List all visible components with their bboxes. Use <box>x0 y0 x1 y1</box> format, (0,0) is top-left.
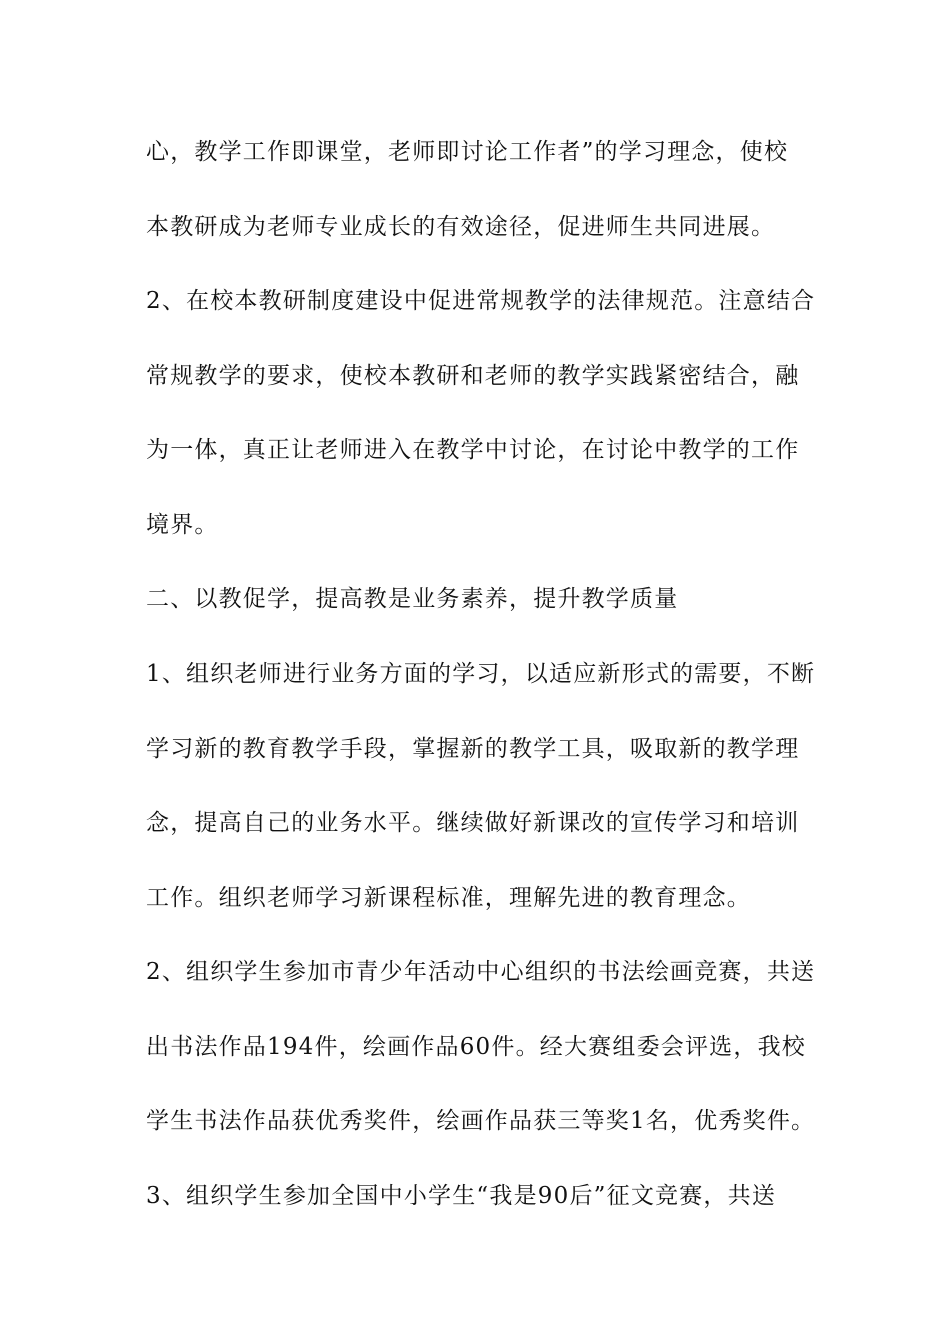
text-line: 常规教学的要求，使校本教研和老师的教学实践紧密结合，融 <box>146 363 800 389</box>
text-line: 1、组织老师进行业务方面的学习，以适应新形式的需要，不断 <box>146 661 816 687</box>
text-line: 2、组织学生参加市青少年活动中心组织的书法绘画竞赛，共送 <box>146 959 816 985</box>
text-line: 心，教学工作即课堂，老师即讨论工作者”的学习理念，使校 <box>146 139 789 165</box>
text-line: 学习新的教育教学手段，掌握新的教学工具，吸取新的教学理 <box>146 736 800 762</box>
text-line: 境界。 <box>146 512 219 538</box>
text-line: 3、组织学生参加全国中小学生“我是90后”征文竞赛，共送 <box>146 1183 777 1209</box>
text-line: 工作。组织老师学习新课程标准，理解先进的教育理念。 <box>146 885 751 911</box>
text-line: 本教研成为老师专业成长的有效途径，促进师生共同进展。 <box>146 214 776 240</box>
section-heading: 二、以教促学，提高教是业务素养，提升教学质量 <box>146 586 679 612</box>
text-line: 为一体，真正让老师进入在教学中讨论，在讨论中教学的工作 <box>146 437 800 463</box>
text-line: 2、在校本教研制度建设中促进常规教学的法律规范。注意结合 <box>146 288 816 314</box>
text-line: 出书法作品194件，绘画作品60件。经大赛组委会评选，我校 <box>146 1034 806 1060</box>
text-line: 念，提高自己的业务水平。继续做好新课改的宣传学习和培训 <box>146 810 800 836</box>
text-line: 学生书法作品获优秀奖件，绘画作品获三等奖1名，优秀奖件。 <box>146 1108 816 1134</box>
